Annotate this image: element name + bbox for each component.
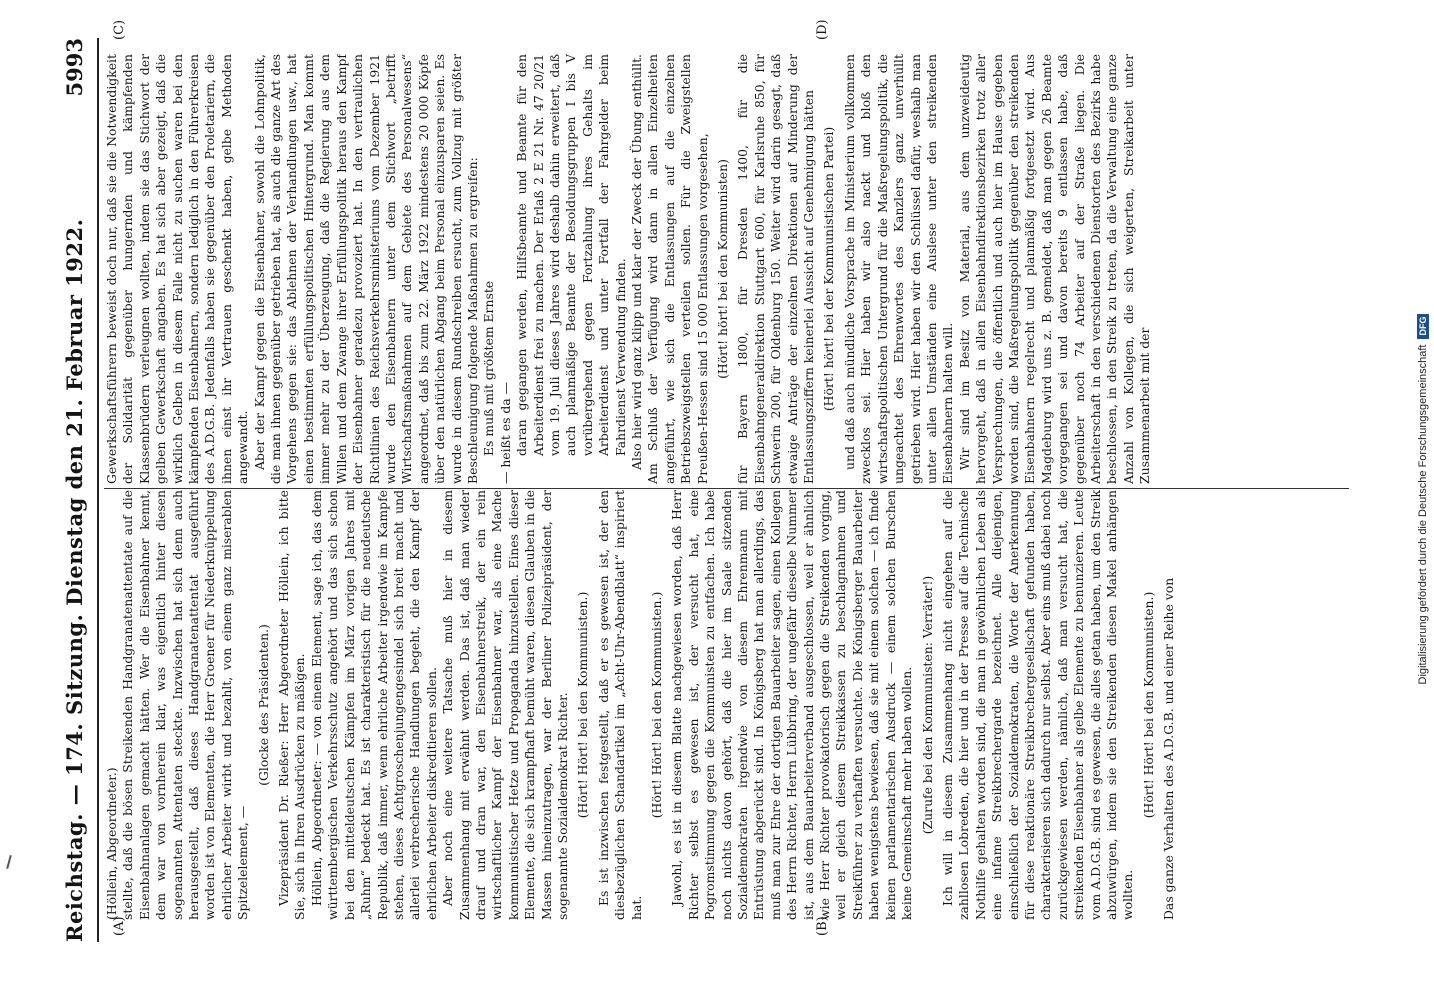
dfg-logo: DFG [1417,314,1429,339]
margin-marker-c: (C) [112,19,127,40]
paragraph: — heißt es da — [497,381,513,484]
paragraph: Vizepräsident Dr. Rießer: Herr Abgeordneter Höllein, ich bitte Sie, sich in Ihren Ausdrücken zu mäßigen. [276,490,308,920]
paragraph: (Hört! Hört! bei den Kommunisten.) [1140,591,1156,819]
paragraph: und daß auch mündliche Vorsprache im Ministerium vollkommen zwecklos sei. Hier haben wir also nackt und bloß den wirtschaftspolitischen Untergrund für die Maßregelungspolitik, die ungeachtet des Ehrenwortes des Kanzlers ganz unverhüllt getrieben wird. Hier haben wir den Schlüssel dafür, weshalb man unter allen Umständen eine Auslese unter den streikenden Eisenbahnern halten will. [841,54,956,484]
digitization-text: Digitalisierung gefördert durch die Deutsche Forschungsgemeinschaft [1417,344,1429,685]
paragraph: Das ganze Verhalten des A.D.G.B. und einer Reihe von [1161,577,1177,920]
paragraph: Es ist inzwischen festgestellt, daß er es gewesen ist, der den diesbezüglichen Schandartikel im „Acht-Uhr-Abendblatt“ inspiriert hat. [595,490,644,920]
paragraph: Jawohl, es ist in diesem Blatte nachgewiesen worden, daß Herr Richter selbst es gewesen ist, der versucht hat, eine Pogromstimmung gegen die Kommunisten zu entfachen. Ich habe noch nichts davon gehört, daß die hier im Saale sitzenden Sozialdemokraten irgendwie von diesem Ehrenmann mit Entrüstung abgerückt sind. In Königsberg hat man allerdings, das muß man zur Ehre der dortigen Bauarbeiter sagen, einen Kollegen des Herrn Richter, Herrn Lübbring, der ungefähr dieselbe Nummer ist, aus dem Bauarbeiterverband ausgeschlossen, weil er ähnlich wie Herr Richter provokatorisch gegen die Streikenden vorging, weil er gleich diesem Streikkassen zu beschlagnahmen und Streikführer zu verhaften versuchte. Die Königsberger Bauarbeiter haben wenigstens bewiesen, daß sie mit einem solchen — ich finde keinen parlamentarischen Ausdruck — einem solchen Burschen keine Gemeinschaft mehr haben wollen. [669,490,915,920]
paragraph: Aber noch eine weitere Tatsache muß hier in diesem Zusammenhang mit erwähnt werden. Das ist, daß man wieder drauf und dran war, den Eisenbahnerstreik, der ein rein wirtschaftlicher Kampf der Eisenbahner war, als eine Mache kommunistischer Hetze und Propaganda hinzustellen. Eines dieser Elemente, die sich krampfhaft bemüht waren, diesen Glauben in die Massen hineinzutragen, war der Berliner Polizeipräsident, der sogenannte Sozialdemokrat Richter. [440,490,570,920]
paragraph: (Hört! hört! bei der Kommunistischen Partei) [821,126,837,412]
digitization-credit [1417,99,1429,899]
paragraph: Wir sind im Besitz von Material, aus dem unzweideutig hervorgeht, daß in allen Eisenbahndirektionsbezirken trotz aller Versprechungen, die öffentlich und auch hier im Hause gegeben worden sind, die Maßregelungspolitik gegenüber den streikenden Eisenbahnern regelrecht und planmäßig fortgesetzt wird. Aus Magdeburg wird uns z. B. gemeldet, daß man gegen 26 Beamte vorgegangen sei und davon bereits 9 entlassen habe, daß gegenüber noch 74 Arbeiter auf der Straße liegen. Die Arbeiterschaft in den verschiedenen Dienstorten des Bezirks habe beschlossen, in den Streik zu treten, da die Verwaltung eine ganze Anzahl von Kollegen, die sich weigerten, Streikarbeit unter Zusammenarbeit mit der [956,54,1153,484]
column-divider [104,488,1349,489]
margin-marker-a: (A) [112,916,127,936]
paragraph: stellte, daß die bösen Streikenden Handgranatenattentate auf die Eisenbahnanlagen gemacht hätten. Wer die Eisenbahner kennt, dem war von vornherein klar, was eigentlich hinter diesen sogenannten Attentaten steckte. Inzwischen hat sich denn auch herausgestellt, daß dieses Handgranatenattentat ausgeführt worden ist von Elementen, die Herr Groener für Niederknüppelung ehrlicher Arbeiter wirbt und bezahlt, von einem ganz miserablen Spitzelelement, — [120,490,251,920]
paragraph: (Zurufe bei den Kommunisten: Verräter!) [919,575,935,835]
paragraph: (Höllein, Abgeordneter.) [104,767,119,920]
paragraph: Gewerkschaftsführern beweist doch nur, daß sie die Notwendigkeit der Solidarität gegenüber hungernden und kämpfenden Klassenbrüdern verleugnen wollten, indem sie das Stichwort der gelben Gewerkschaft angaben. Es hat sich aber gezeigt, daß die wirklich Gelben in diesem Falle nicht zu suchen waren bei den kämpfenden Eisenbahnern, sondern lediglich in den Führerkreisen des A.D.G.B. Jedenfalls haben sie gegenüber den Proletariern, die ihnen einst ihr Vertrauen geschenkt haben, gelbe Methoden angewandt. [104,54,251,484]
left-column [104,490,1354,920]
paragraph: Ich will in diesem Zusammenhang nicht eingehen auf die zahllosen Lobreden, die hier und in der Presse auf die Technische Nothilfe gehalten worden sind, die man in gewöhnlichen Leben als eine infame Streikbrechergarde bezeichnet. Alle diejenigen, einschließlich der Sozialdemokraten, die Worte der Anerkennung für diese reaktionäre Streikbrechergesellschaft gefunden haben, charakterisieren sich dadurch nur selbst. Aber eins muß dabei noch zurückgewiesen werden, nämlich, daß man versucht hat, die streikenden Eisenbahner als gelbe Elemente zu benunzieren. Leute vom A.D.G.B. sind es gewesen, die alles getan haben, um den Streik abzuwürgen, indem sie den Streikenden diesen Makel anhängen wollten. [939,490,1136,920]
paragraph: Es muß mit größtem Ernste [481,280,497,456]
paragraph: für Bayern 1800, für Dresden 1400, für die Eisenbahngeneraldirektion Stuttgart 600, für Karlsruhe 850, für Schwerin 200, für Oldenburg 150. Weiter wird darin gesagt, daß etwaige Anträge der einzelnen Direktionen auf Minderung der Entlassungsziffern keinerlei Aussicht auf Genehmigung hätten [735,54,817,484]
paragraph: (Glocke des Präsidenten.) [255,624,271,786]
running-title: Reichstag. — 174. Sitzung. Dienstag den 21. Februar 1922. [62,218,87,942]
header-rule [97,38,99,942]
page-number: 5993 [62,38,87,97]
right-column [104,54,1354,484]
paragraph: (Hört! hört! bei den Kommunisten) [715,159,731,379]
page-header [58,38,96,942]
paragraph: Also hier wird ganz klipp und klar der Zweck der Übung enthüllt. Am Schluß der Verfügung wird dann in allen Einzelheiten angeführt, wie sich die Entlassungen auf die einzelnen Betriebszweigstellen verteilen sollen. Für die Zweigstellen Preußen-Hessen sind 15 000 Entlassungen vorgesehen, [629,54,710,484]
paragraph: daran gegangen werden, Hilfsbeamte und Beamte für den Arbeiterdienst frei zu machen. Der Erlaß 2 E 21 Nr. 47 20/21 vom 19. Juli dieses Jahres wird deshalb dahin erweitert, daß auch planmäßige Beamte der Besoldungsgruppen I bis V vorübergehend gegen Fortzahlung ihres Gehalts im Arbeiterdienst und unter Fortfall der Fahrgelder beim Fahrdienst Verwendung finden. [514,54,628,456]
margin-marker-b: (B) [815,916,830,936]
paragraph: Höllein, Abgeordneter: — von einem Element, sage ich, das dem württembergischen Verkehrsschutz angehört und das sich schon bei den mitteldeutschen Kämpfen im März vorigen Jahres mit „Ruhm“ bedeckt hat. Es ist charakteristisch für die neudeutsche Republik, daß immer, wenn ehrliche Arbeiter irgendwie im Kampfe stehen, dieses Achtgroschenjungengesindel sich breit macht und allerlei verbrecherische Handlungen begeht, die den Kampf der ehrlichen Arbeiter diskreditieren sollen. [308,490,439,920]
paragraph: (Hört! Hört! bei den Kommunisten.) [649,591,664,819]
digitization-strip [1414,0,1432,1000]
paragraph: (Hört! Hört! bei den Kommunisten.) [575,591,591,819]
margin-marker-d: (D) [815,19,830,40]
paragraph: Aber der Kampf gegen die Eisenbahner, sowohl die Lohnpolitik, die man ihnen gegenüber getrieben hat, als auch die ganze Art des Vorgehens gegen sie: das Ablehnen der Verhandlungen usw., hat einen bestimmten erfüllungspolitischen Hintergrund. Man kommt immer mehr zu der Überzeugung, daß die Regierung aus dem Willen und dem Zwange ihrer Erfüllungspolitik heraus den Kampf der Eisenbahner geradezu provoziert hat. In den vertraulichen Richtlinien des Reichsverkehrsministeriums vom Dezember 1921 wurde den Eisenbahnern unter dem Stichwort „betrifft Wirtschaftsmaßnahmen auf dem Gebiete des Personalwesens“ angeordnet, daß bis zum 22. März 1922 mindestens 20 000 Köpfe über den natürlichen Abgang beim Personal einzusparen seien. Es wurde in diesem Rundschreiben ersucht, zum Vollzug mit größter Beschleunigung folgende Maßnahmen zu ergreifen: [251,54,480,484]
